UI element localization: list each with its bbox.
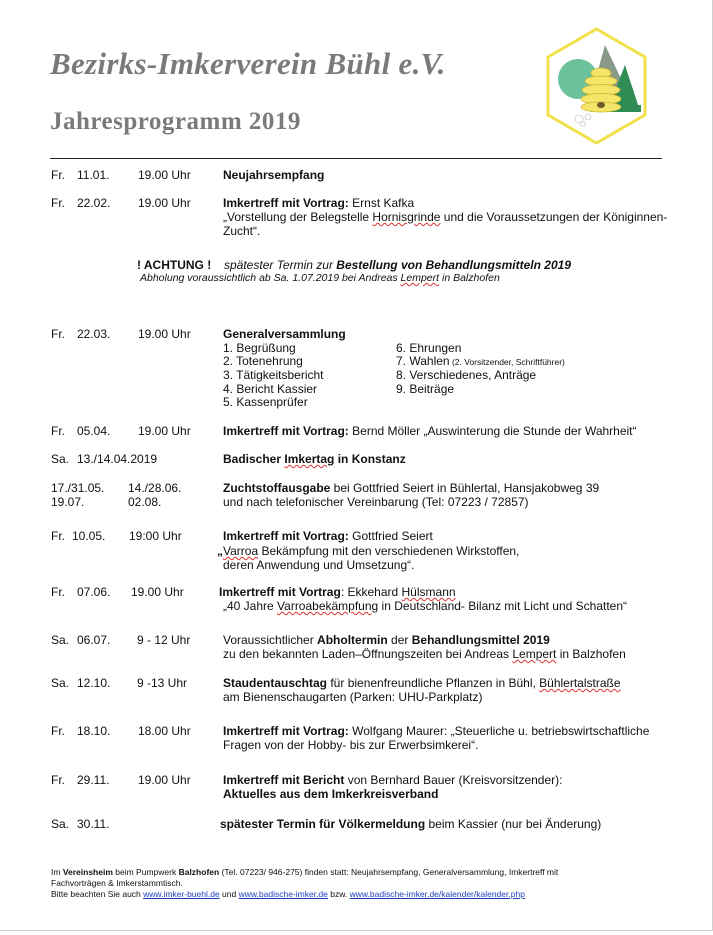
event-time: 9 - 12 Uhr <box>137 633 191 647</box>
event-time: 19.00 Uhr <box>138 196 191 210</box>
agenda-item: 3. Tätigkeitsbericht <box>223 368 324 382</box>
event-description: und nach telefonischer Vereinbarung (Tel: 07223 / 72857) <box>223 495 529 509</box>
event-day: Fr. <box>51 724 65 738</box>
footer-venue-note: Im Vereinsheim beim Pumpwerk Balzhofen (Tel. 07223/ 946-275) finden statt: Neujahrsempfang, Generalversammlung, Imkertreff mit <box>51 867 559 877</box>
footer-links: Bitte beachten Sie auch www.imker-buehl.de und www.badische-imker.de bzw. www.badische-imker.de/kalender/kalender.php <box>51 889 525 899</box>
event-title: Imkertreff mit Vortrag: Ekkehard Hülsmann <box>219 585 456 599</box>
event-description: am Bienenschaugarten (Parken: UHU-Parkplatz) <box>223 690 483 704</box>
event-day: Sa. <box>51 817 70 831</box>
event-day: Sa. <box>51 676 70 690</box>
event-day: Fr. <box>51 168 65 182</box>
agenda-item: 4. Bericht Kassier <box>223 382 318 396</box>
agenda-item: 1. Begrüßung <box>223 341 296 355</box>
event-description: Fragen von der Hobby- bis zur Erwerbsimkerei“. <box>223 738 479 752</box>
agenda-item: 8. Verschiedenes, Anträge <box>396 368 537 382</box>
event-description: deren Anwendung und Umsetzung“. <box>223 558 415 572</box>
agenda-item: 5. Kassenprüfer <box>223 395 308 409</box>
event-title: Imkertreff mit Vortrag: Ernst Kafka <box>223 196 415 210</box>
event-time: 19.00 Uhr <box>138 168 191 182</box>
event-description: zu den bekannten Laden–Öffnungszeiten bei Andreas Lempert in Balzhofen <box>223 647 626 661</box>
agenda-item: 6. Ehrungen <box>396 341 462 355</box>
event-description: Aktuelles aus dem Imkerkreisverband <box>223 787 439 801</box>
agenda-item: 2. Totenehrung <box>223 354 303 368</box>
program-title: Jahresprogramm 2019 <box>50 108 301 135</box>
event-time: 18.00 Uhr <box>138 724 191 738</box>
event-date: 12.10. <box>77 676 111 690</box>
beehive-logo <box>545 27 648 145</box>
notice-text: spätester Termin zur Bestellung von Behandlungsmitteln 2019 <box>224 258 571 272</box>
event-title: Imkertreff mit Vortrag: Bernd Möller „Auswinterung die Stunde der Wahrheit“ <box>223 424 637 438</box>
event-title: Staudentauschtag für bienenfreundliche Pflanzen in Bühl, Bühlertalstraße <box>223 676 621 690</box>
event-day: Fr. <box>51 196 65 210</box>
event-day: Fr. <box>51 773 65 787</box>
event-day: Sa. <box>51 633 70 647</box>
event-date: 14./28.06. <box>128 481 182 495</box>
event-description: „40 Jahre Varroabekämpfung in Deutschland- Bilanz mit Licht und Schatten“ <box>223 599 628 613</box>
event-time: 9 -13 Uhr <box>137 676 188 690</box>
notice-subtext: Abholung voraussichtlich ab Sa. 1.07.2019 bei Andreas Lempert in Balzhofen <box>140 272 500 284</box>
event-date: 05.04. <box>77 424 111 438</box>
event-date: 30.11. <box>77 817 110 831</box>
organization-name: Bezirks-Imkerverein Bühl e.V. <box>50 46 446 81</box>
event-date: 22.03. <box>77 327 111 341</box>
link-imker-buehl[interactable]: www.imker-buehl.de <box>143 889 220 899</box>
link-kalender[interactable]: www.badische-imker.de/kalender/kalender.php <box>349 889 525 899</box>
link-badische-imker[interactable]: www.badische-imker.de <box>238 889 328 899</box>
event-title: Neujahrsempfang <box>223 168 325 182</box>
event-time: 19.00 Uhr <box>138 327 191 341</box>
event-title: Imkertreff mit Vortrag: Wolfgang Maurer: „Steuerliche u. betriebswirtschaftliche <box>223 724 650 738</box>
event-date: 13./14.04.2019 <box>77 452 158 466</box>
event-description: „Varroa Bekämpfung mit den verschiedenen Wirkstoffen, <box>217 544 520 558</box>
event-title: Generalversammlung <box>223 327 346 341</box>
event-description: Zucht“. <box>223 224 261 238</box>
event-date: 07.06. <box>77 585 111 599</box>
event-title: Imkertreff mit Vortrag: Gottfried Seiert <box>223 529 433 543</box>
event-date: 02.08. <box>128 495 162 509</box>
event-date: 19.07. <box>51 495 85 509</box>
event-date: 18.10. <box>77 724 111 738</box>
event-description: „Vorstellung der Belegstelle Hornisgrinde und die Voraussetzungen der Königinnen- <box>223 210 668 224</box>
event-title: Voraussichtlicher Abholtermin der Behandlungsmittel 2019 <box>223 633 550 647</box>
event-date: 10.05. <box>72 529 106 543</box>
event-day: Fr. <box>51 585 65 599</box>
event-day: Fr. <box>51 424 65 438</box>
event-date: 06.07. <box>77 633 111 647</box>
event-time: 19.00 Uhr <box>131 585 184 599</box>
agenda-item: 7. Wahlen (2. Vorsitzender, Schriftführer) <box>396 354 565 368</box>
event-day: Fr. <box>51 327 65 341</box>
header-divider <box>50 158 662 159</box>
event-date: 22.02. <box>77 196 111 210</box>
event-time: 19.00 Uhr <box>138 773 191 787</box>
event-title: Imkertreff mit Bericht von Bernhard Bauer (Kreisvorsitzender): <box>223 773 563 787</box>
event-time: 19:00 Uhr <box>129 529 182 543</box>
event-title: Zuchtstoffausgabe bei Gottfried Seiert in Bühlertal, Hansjakobweg 39 <box>223 481 600 495</box>
event-title: Badischer Imkertag in Konstanz <box>223 452 406 466</box>
event-date: 29.11. <box>77 773 110 787</box>
notice-label: ! ACHTUNG ! <box>137 258 212 272</box>
event-day: Sa. <box>51 452 70 466</box>
event-date: 17./31.05. <box>51 481 105 495</box>
event-day: Fr. <box>51 529 65 543</box>
agenda-item: 9. Beiträge <box>396 382 455 396</box>
event-date: 11.01. <box>77 168 110 182</box>
event-time: 19.00 Uhr <box>138 424 191 438</box>
footer-venue-note: Fachvorträgen & Imkerstammtisch. <box>51 878 183 888</box>
event-title: spätester Termin für Völkermeldung beim Kassier (nur bei Änderung) <box>220 817 602 831</box>
